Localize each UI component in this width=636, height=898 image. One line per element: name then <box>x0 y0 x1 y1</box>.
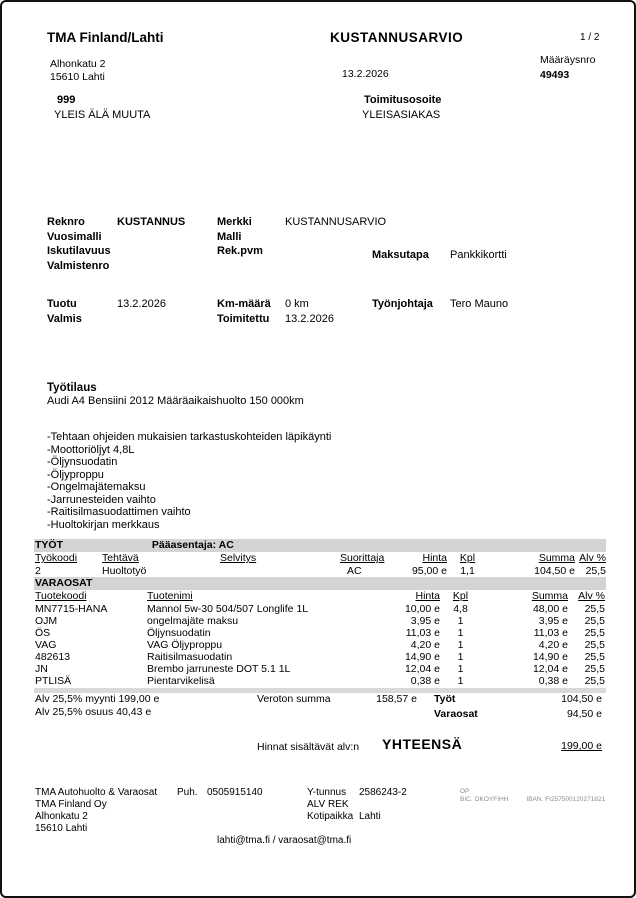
footer-address2: 15610 Lahti <box>35 823 88 834</box>
work-table-band <box>34 539 606 552</box>
work-col-suorittaja: Suorittaja <box>340 552 385 564</box>
part-kpl: 4,8 <box>453 602 468 615</box>
part-summa: 4,20 e <box>538 638 568 651</box>
part-code: VAG <box>35 638 57 651</box>
part-kpl: 1 <box>457 650 464 663</box>
parts-table-row <box>34 603 606 615</box>
merkki-row <box>217 215 386 230</box>
customer-name: YLEIS ÄLÄ MUUTA <box>54 109 151 121</box>
tax-free-label: Veroton summa <box>257 693 331 705</box>
work-col-alv: Alv % <box>579 552 606 564</box>
parts-table-header-row <box>34 590 606 603</box>
toimitettu-label: Toimitettu <box>217 312 270 325</box>
part-summa: 14,90 e <box>532 650 568 663</box>
part-alv: 25,5 <box>584 614 605 627</box>
part-summa: 0,38 e <box>538 674 568 687</box>
work-order-item: -Raitisilmasuodattimen vaihto <box>47 506 191 518</box>
part-name: Raitisilmasuodatin <box>147 650 233 663</box>
document-title: KUSTANNUSARVIO <box>330 30 464 45</box>
part-name: ongelmajäte maksu <box>147 614 239 627</box>
works-total-value: 104,50 e <box>561 693 602 705</box>
vat-sales-line: Alv 25,5% myynti 199,00 e <box>35 693 160 705</box>
order-number-label: Määräysnro <box>540 54 596 66</box>
work-order-item: -Huoltokirjan merkkaus <box>47 518 160 531</box>
part-name: Pientarvikelisä <box>147 674 215 687</box>
parts-col-summa: Summa <box>531 590 568 602</box>
part-name: Brembo jarruneste DOT 5.1 1L <box>147 662 291 675</box>
foreman-row <box>372 297 508 312</box>
delivery-address-value: YLEISASIAKAS <box>362 109 441 121</box>
iban-code: IBAN. FI257500120271821 <box>526 796 606 803</box>
vuosimalli-row <box>47 230 185 245</box>
part-kpl: 1 <box>457 638 464 651</box>
bic-code: BIC. OKOYFIHH <box>460 796 509 803</box>
toimitettu-value: 13.2.2026 <box>285 312 334 325</box>
parts-table-row <box>34 675 606 687</box>
part-kpl: 1 <box>457 662 464 675</box>
part-kpl: 1 <box>457 614 464 627</box>
part-hinta: 14,90 e <box>404 650 440 663</box>
part-alv: 25,5 <box>584 650 605 663</box>
part-alv: 25,5 <box>584 662 605 675</box>
phone-value: 0505915140 <box>207 787 263 798</box>
valmis-label: Valmis <box>47 312 82 325</box>
address-line-2: 15610 Lahti <box>50 71 105 83</box>
parts-table-row <box>34 615 606 627</box>
valmis-row <box>47 312 166 327</box>
part-hinta: 0,38 e <box>410 674 440 687</box>
parts-table-row <box>34 627 606 639</box>
vat-included-note: Hinnat sisältävät alv:n <box>257 741 360 753</box>
dates-col1 <box>47 297 166 326</box>
works-total-label: Työt <box>434 693 456 705</box>
merkki-label: Merkki <box>217 216 252 228</box>
rekpvm-label: Rek.pvm <box>217 245 263 257</box>
part-alv: 25,5 <box>584 674 605 687</box>
work-order-item: -Öljyproppu <box>47 468 104 481</box>
malli-row <box>217 230 386 245</box>
part-hinta: 3,95 e <box>410 614 440 627</box>
iskutilavuus-row <box>47 244 185 259</box>
footer-company-block <box>35 787 157 835</box>
parts-col-hinta: Hinta <box>415 590 440 602</box>
tuotu-value: 13.2.2026 <box>117 298 166 310</box>
page-number: 1 / 2 <box>580 32 600 43</box>
company-name: TMA Finland/Lahti <box>47 30 164 45</box>
work-col-hinta: Hinta <box>422 552 447 564</box>
part-name: VAG Öljyproppu <box>147 638 223 651</box>
part-kpl: 1 <box>457 674 464 687</box>
work-row-kpl: 1,1 <box>460 564 475 577</box>
work-row-task: Huoltotyö <box>102 564 147 577</box>
part-alv: 25,5 <box>584 638 605 651</box>
valmistenro-row <box>47 259 185 274</box>
work-col-summa: Summa <box>538 552 575 564</box>
order-number-value: 49493 <box>540 69 570 81</box>
part-alv: 25,5 <box>584 602 605 615</box>
work-col-code: Työkoodi <box>35 552 78 564</box>
work-row-code: 2 <box>35 564 41 577</box>
part-hinta: 10,00 e <box>404 602 440 615</box>
work-row-hinta: 95,00 e <box>411 564 447 577</box>
km-row <box>217 297 334 312</box>
footer-address1: Alhonkatu 2 <box>35 811 88 822</box>
work-order-section <box>47 382 331 531</box>
work-row-alv: 25,5 <box>585 564 606 577</box>
iskutilavuus-label: Iskutilavuus <box>47 245 111 257</box>
valmistenro-label: Valmistenro <box>47 259 110 272</box>
work-row-suorittaja: AC <box>347 564 362 577</box>
tables-section <box>34 539 606 693</box>
work-order-item: -Öljynsuodatin <box>47 456 118 468</box>
part-summa: 12,04 e <box>532 662 568 675</box>
footer-company1: TMA Autohuolto & Varaosat <box>35 787 158 798</box>
work-table-header-row <box>34 552 606 565</box>
payment-method-row <box>372 248 507 263</box>
work-order-item: -Tehtaan ohjeiden mukaisien tarkastuskohteiden läpikäynti <box>47 431 332 443</box>
parts-col-kpl: Kpl <box>452 590 469 602</box>
ytunnus-label: Y-tunnus <box>307 787 347 798</box>
toimitettu-row <box>217 312 334 327</box>
alvrek-row: ALV REK <box>307 799 349 810</box>
footer-registry-block <box>307 787 407 823</box>
part-code: OJM <box>35 614 58 627</box>
part-summa: 48,00 e <box>532 602 568 615</box>
work-table-row <box>34 565 606 578</box>
ytunnus-value: 2586243-2 <box>359 787 407 798</box>
part-hinta: 11,03 e <box>405 626 440 639</box>
kotipaikka-row <box>307 811 407 823</box>
grand-total-label: YHTEENSÄ <box>382 736 463 752</box>
tuotu-label: Tuotu <box>47 298 77 310</box>
tyonjohtaja-value: Tero Mauno <box>450 298 509 310</box>
parts-col-code: Tuotekoodi <box>35 590 87 602</box>
work-col-kpl: Kpl <box>459 552 476 564</box>
part-alv: 25,5 <box>584 626 605 639</box>
part-code: MN7715-HANA <box>35 602 108 615</box>
grand-total-value: 199,00 e <box>561 740 602 752</box>
dates-col2 <box>217 297 334 326</box>
work-order-title: Työtilaus <box>47 382 97 394</box>
tuotu-row <box>47 297 166 312</box>
malli-label: Malli <box>217 230 242 243</box>
work-col-selvitys: Selvitys <box>220 552 257 564</box>
company-address <box>50 58 105 84</box>
vehicle-info-col2 <box>217 215 386 259</box>
tyonjohtaja-label: Työnjohtaja <box>372 298 433 310</box>
work-row-summa: 104,50 e <box>534 564 575 577</box>
parts-total-value: 94,50 e <box>566 708 602 720</box>
customer-number: 999 <box>57 94 76 106</box>
part-hinta: 4,20 e <box>410 638 440 651</box>
document-date: 13.2.2026 <box>342 68 389 80</box>
rekpvm-row <box>217 244 386 259</box>
part-summa: 11,03 e <box>533 626 568 639</box>
work-order-item: -Moottoriöljyt 4,8L <box>47 443 135 456</box>
footer-company2: TMA Finland Oy <box>35 799 107 810</box>
part-code: ÖS <box>35 626 51 639</box>
vat-share-line: Alv 25,5% osuus 40,43 e <box>35 706 152 718</box>
parts-table-title: VARAOSAT <box>35 577 93 589</box>
vuosimalli-label: Vuosimalli <box>47 230 102 243</box>
work-table-mechanic: Pääasentaja: AC <box>151 539 234 551</box>
work-col-task: Tehtävä <box>102 552 139 564</box>
km-value: 0 km <box>285 298 309 310</box>
km-label: Km-määrä <box>217 298 271 310</box>
part-code: JN <box>35 662 48 675</box>
address-line-1: Alhonkatu 2 <box>50 58 106 70</box>
ytunnus-row <box>307 787 407 799</box>
vehicle-info-col1 <box>47 215 185 273</box>
bank-codes-row <box>460 796 605 804</box>
work-table-title: TYÖT <box>35 539 63 551</box>
part-code: 482613 <box>35 650 71 663</box>
part-name: Öljynsuodatin <box>147 626 211 639</box>
footer-phone-row <box>177 787 263 798</box>
parts-table-row <box>34 663 606 675</box>
parts-col-alv: Alv % <box>578 590 605 602</box>
bank-name: OP <box>460 788 470 795</box>
work-order-item: -Ongelmajätemaksu <box>47 481 146 493</box>
maksutapa-label: Maksutapa <box>372 249 429 261</box>
footer-bank-block <box>460 788 605 804</box>
phone-label: Puh. <box>177 787 198 798</box>
parts-table-row <box>34 639 606 651</box>
part-summa: 3,95 e <box>538 614 568 627</box>
delivery-address-label: Toimitusosoite <box>364 94 442 106</box>
reknro-label: Reknro <box>47 216 85 228</box>
parts-table-band <box>34 577 606 590</box>
work-order-item: -Jarrunesteiden vaihto <box>47 493 156 506</box>
part-hinta: 12,04 e <box>404 662 440 675</box>
part-code: PTLISÄ <box>35 674 72 687</box>
kotipaikka-value: Lahti <box>359 811 381 822</box>
reknro-row <box>47 215 185 230</box>
part-name: Mannol 5w-30 504/507 Longlife 1L <box>147 602 309 615</box>
work-order-description: Audi A4 Bensiini 2012 Määräaikaishuolto 150 000km <box>47 395 304 407</box>
tax-free-value: 158,57 e <box>376 693 417 705</box>
parts-table-row <box>34 651 606 663</box>
work-row-selvitys <box>219 565 339 578</box>
footer-email: lahti@tma.fi / varaosat@tma.fi <box>217 835 352 846</box>
summary-section <box>34 693 606 768</box>
parts-col-name: Tuotenimi <box>147 590 193 602</box>
merkki-value: KUSTANNUSARVIO <box>285 216 387 228</box>
part-kpl: 1 <box>457 626 464 639</box>
reknro-value: KUSTANNUS <box>117 216 186 228</box>
table-end-divider <box>34 688 606 693</box>
parts-total-label: Varaosat <box>434 708 478 720</box>
maksutapa-value: Pankkikortti <box>450 249 507 261</box>
kotipaikka-label: Kotipaikka <box>307 811 354 822</box>
